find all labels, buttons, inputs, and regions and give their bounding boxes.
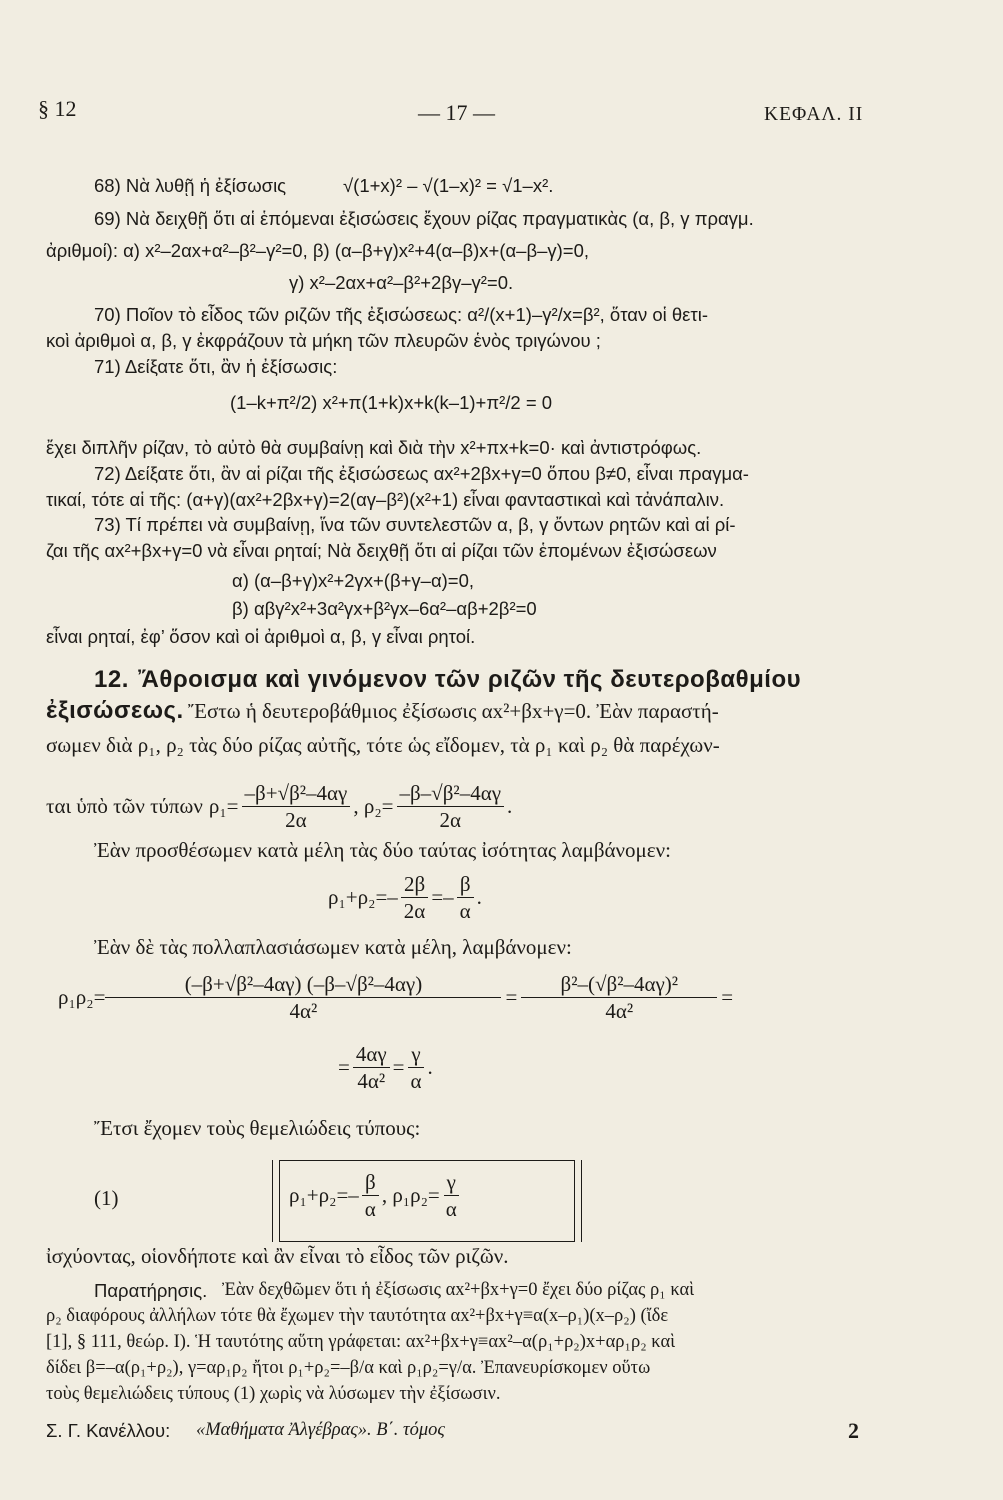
exercise-69-line2: ἀριθμοί): α) x²–2αx+α²–β²–γ²=0, β) (α–β+γ)x²+4(α–β)x+(α–β–γ)=0, xyxy=(46,240,590,261)
rho1-numerator: –β+√β²–4αγ xyxy=(242,781,351,807)
box-prod-lhs: , ρ₁ρ₂= xyxy=(381,1183,440,1208)
fundamental-formulas-box xyxy=(272,1160,582,1242)
rho2-lhs: , ρ₂= xyxy=(353,794,394,819)
section-12-para5: ἰσχύοντας, οἱονδήποτε καὶ ἂν εἶναι τὸ εἶδος τῶν ριζῶν. xyxy=(46,1244,509,1268)
product-fraction-3 xyxy=(353,1042,390,1093)
remark-line2: ρ₂ διαφόρους ἀλλήλων τότε θὰ ἔχωμεν τὴν ταυτότητα αx²+βx+γ≡α(x–ρ₁)(x–ρ₂) (ἴδε xyxy=(46,1306,669,1326)
chapter-label: ΚΕΦΑΛ. ΙΙ xyxy=(764,104,864,125)
exercise-72-line1: 72) Δείξατε ὅτι, ἂν αἱ ρίζαι τῆς ἐξισώσεως αx²+2βx+γ=0 ὅπου β≠0, εἶναι πραγμα- xyxy=(94,463,749,484)
footer-book-title: «Μαθήματα Ἀλγέβρας». Β΄. τόμος xyxy=(196,1420,445,1440)
exercise-73-line3: α) (α–β+γ)x²+2γx+(β+γ–α)=0, xyxy=(232,570,475,591)
exercise-71-equation: (1–k+π²/2) x²+π(1+k)x+k(k–1)+π²/2 = 0 xyxy=(230,392,553,413)
box-sum-num: β xyxy=(362,1170,379,1196)
sum-mid: =– xyxy=(431,885,454,910)
section-12-title-line1: Ἄθροισμα καὶ γινόμενον τῶν ριζῶν τῆς δευτεροβαθμίου xyxy=(138,666,802,693)
sum-den-2: α xyxy=(459,899,471,924)
exercise-69-line3: γ) x²–2αx+α²–β²+2βγ–γ²=0. xyxy=(289,272,514,293)
remark-line3: [1], § 111, θεώρ. Ι). Ἡ ταυτότης αὕτη γράφεται: αx²+βx+γ≡αx²–α(ρ₁+ρ₂)x+αρ₁ρ₂ καὶ xyxy=(46,1332,676,1352)
product-den-4: α xyxy=(410,1069,422,1094)
exercise-73-line4: β) αβγ²x²+3α²γx+β²γx–6α²–αβ+2β²=0 xyxy=(232,598,537,619)
box-prod-num: γ xyxy=(444,1170,459,1196)
sum-den-1: 2α xyxy=(403,899,426,924)
box-sum-fraction xyxy=(362,1170,379,1221)
roots-intro: ται ὑπὸ τῶν τύπων xyxy=(46,794,203,819)
product-num-2: β²–(√β²–4αγ)² xyxy=(521,972,717,998)
product-den-3: 4α² xyxy=(357,1069,386,1094)
section-12-para2: Ἐὰν προσθέσωμεν κατὰ μέλη τὰς δύο ταύτας ἰσότητας λαμβάνομεν: xyxy=(94,838,671,862)
remark-line1: Ἐὰν δεχθῶμεν ὅτι ἡ ἐξίσωσις αx²+βx+γ=0 ἔχει δύο ρίζας ρ₁ καὶ xyxy=(222,1280,695,1300)
exercise-73-line2: ζαι τῆς αx²+βx+γ=0 νὰ εἶναι ρηταί; Νὰ δειχθῇ ὅτι αἱ ρίζαι τῶν ἑπομένων ἐξισώσεων xyxy=(46,540,717,561)
rho1-lhs: ρ₁= xyxy=(208,794,239,819)
section-marker: § 12 xyxy=(38,96,77,121)
exercise-68-equation: √(1+x)² – √(1–x)² = √1–x². xyxy=(343,175,554,196)
product-num-4: γ xyxy=(408,1042,423,1068)
product-lhs: ρ₁ρ₂= xyxy=(58,985,106,1010)
sum-fraction-2 xyxy=(457,872,474,923)
remark-label: Παρατήρησις. xyxy=(94,1280,208,1301)
section-12-para3: Ἐὰν δὲ τὰς πολλαπλασιάσωμεν κατὰ μέλη, λαμβάνομεν: xyxy=(94,935,572,959)
footer-author: Σ. Γ. Κανέλλου: xyxy=(46,1420,171,1441)
section-12-para1: Ἔστω ἡ δευτεροβάθμιος ἐξίσωσις αx²+βx+γ=0. Ἐὰν παραστή- xyxy=(188,699,719,723)
product-fraction-4 xyxy=(407,1042,424,1093)
product-fraction-2 xyxy=(524,972,714,1023)
section-12-para1-line2: σωμεν διὰ ρ₁, ρ₂ τὰς δύο ρίζας αὐτῆς, τότε ὡς εἴδομεν, τὰ ρ₁ καὶ ρ₂ θὰ παρέχων- xyxy=(46,733,720,757)
box-sum-lhs: ρ₁+ρ₂=– xyxy=(289,1183,359,1208)
remark-line5: τοὺς θεμελιώδεις τύπους (1) χωρὶς νὰ λύσωμεν τὴν ἐξίσωσιν. xyxy=(46,1384,501,1404)
product-den-2: 4α² xyxy=(605,999,634,1024)
product-num-3: 4αγ xyxy=(353,1042,390,1068)
product-formula-line2: = $\frac{4\alpha\gamma}{\text{4α²}}$ = $\frac{\gamma}{\alpha}$ . xyxy=(338,1042,433,1094)
box-prod-den: α xyxy=(445,1197,457,1222)
box-prod-fraction xyxy=(443,1170,460,1221)
exercise-70-line1: 70) Ποῖον τὸ εἶδος τῶν ριζῶν τῆς ἐξισώσεως: α²/(x+1)–γ²/x=β², ὅταν οἱ θετι- xyxy=(94,304,708,325)
exercise-73-line5: εἶναι ρηταί, ἐφ’ ὅσον καὶ οἱ ἀριθμοὶ α, β, γ εἶναι ρητοί. xyxy=(46,626,476,647)
product-formula-line1: ρ₁ρ₂= $\frac{\text{(–β+√β²–4αγ) (–β–√β²–4αγ)}}{\text{4α²}}$ = $\frac{\text{β²–(√β²–4αγ)²}}{\text{4α²}}$ = xyxy=(58,972,734,1024)
roots-formula-row: ται ὑπὸ τῶν τύπων ρ₁= $\frac{\text{–β+√β²–4αγ}}{2\alpha}$ , ρ₂= $\frac{\text{–β–√β²–4αγ}}{2\alpha}$ . xyxy=(46,781,513,833)
section-12-number: 12. xyxy=(94,666,129,693)
section-12-title-line2: ἐξισώσεως. xyxy=(46,697,184,724)
rho1-fraction xyxy=(242,781,351,832)
rho2-denominator: 2α xyxy=(439,808,461,833)
sum-num-1: 2β xyxy=(401,872,428,898)
rho2-numerator: –β–√β²–4αγ xyxy=(397,781,504,807)
sum-formula: ρ₁+ρ₂=– $\frac{2\beta}{2\alpha}$ =– $\frac{\beta}{\alpha}$ . xyxy=(328,872,482,924)
exercise-73-line1: 73) Τί πρέπει νὰ συμβαίνῃ, ἵνα τῶν συντελεστῶν α, β, γ ὄντων ρητῶν καὶ αἱ ρί- xyxy=(94,514,736,535)
sum-lhs: ρ₁+ρ₂=– xyxy=(328,885,398,910)
sum-num-2: β xyxy=(457,872,474,898)
section-12-para4: Ἔτσι ἔχομεν τοὺς θεμελιώδεις τύπους: xyxy=(94,1116,421,1140)
product-den-1: 4α² xyxy=(289,999,318,1024)
exercise-70-line2: κοὶ ἀριθμοὶ α, β, γ ἐκφράζουν τὰ μήκη τῶν πλευρῶν ἑνὸς τριγώνου ; xyxy=(46,330,601,351)
exercise-69-line1: 69) Νὰ δειχθῇ ὅτι αἱ ἑπόμεναι ἐξισώσεις ἔχουν ρίζας πραγματικὰς (α, β, γ πραγμ. xyxy=(94,208,754,229)
product-fraction-1 xyxy=(108,972,498,1023)
rho1-denominator: 2α xyxy=(285,808,307,833)
fundamental-formulas xyxy=(289,1170,463,1221)
rho2-fraction xyxy=(397,781,504,832)
exercise-72-line2: τικαί, τότε αἱ τῆς: (α+γ)(αx²+2βx+γ)=2(αγ–β²)(x²+1) εἶναι φανταστικαὶ καὶ τἀνάπαλιν. xyxy=(46,489,725,510)
exercise-71-line1: 71) Δείξατε ὅτι, ἂν ἡ ἐξίσωσις: xyxy=(94,356,338,377)
sum-fraction-1 xyxy=(401,872,429,923)
exercise-68-text: 68) Νὰ λυθῇ ἡ ἐξίσωσις xyxy=(94,175,287,196)
page-number: — 17 — xyxy=(418,100,495,125)
footer-signature: 2 xyxy=(848,1418,859,1443)
formula-1-label: (1) xyxy=(94,1186,119,1210)
exercise-71-line2: ἔχει διπλῆν ρίζαν, τὸ αὐτὸ θὰ συμβαίνῃ καὶ διὰ τὴν x²+πx+k=0· καὶ ἀντιστρόφως. xyxy=(46,437,702,458)
product-num-1: (–β+√β²–4αγ) (–β–√β²–4αγ) xyxy=(105,972,501,998)
box-sum-den: α xyxy=(364,1197,376,1222)
remark-line4: δίδει β=–α(ρ₁+ρ₂), γ=αρ₁ρ₂ ἤτοι ρ₁+ρ₂=–β/α καὶ ρ₁ρ₂=γ/α. Ἐπανευρίσκομεν οὕτω xyxy=(46,1358,651,1378)
